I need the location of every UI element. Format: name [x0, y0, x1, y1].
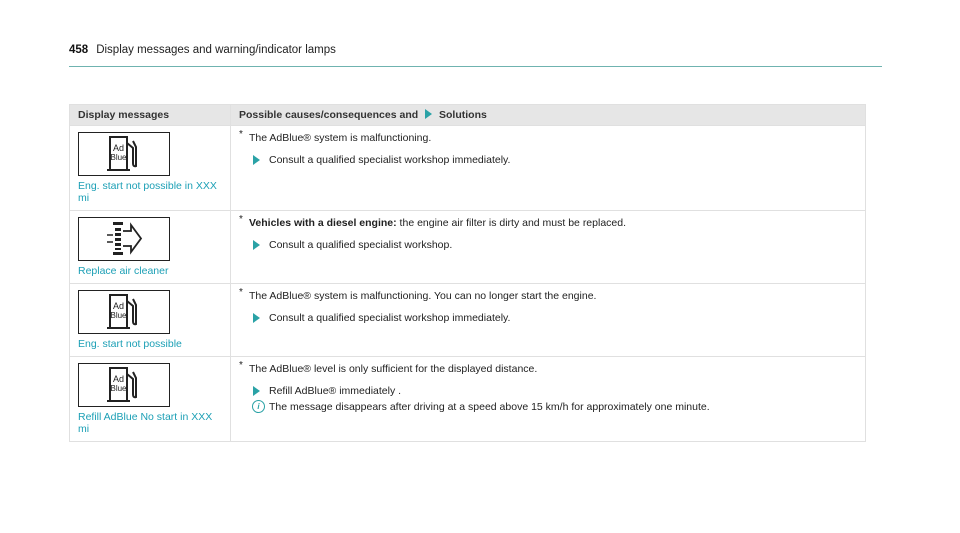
asterisk-icon: * [239, 214, 243, 225]
cause-label: The AdBlue® level is only sufficient for the displayed distance. [249, 363, 538, 375]
action-label: Consult a qualified specialist workshop. [269, 239, 453, 251]
action-item [239, 239, 857, 251]
adblue-icon [78, 363, 170, 407]
display-messages-table [69, 104, 866, 442]
svg-text:Ad: Ad [112, 301, 125, 311]
display-message-text: Eng. start not possible [78, 338, 182, 350]
info-icon: i [252, 400, 265, 413]
triangle-arrow-icon [253, 240, 260, 250]
triangle-arrow-icon [425, 109, 432, 119]
asterisk-icon: * [239, 360, 243, 371]
cause-label: The AdBlue® system is malfunctioning. [249, 132, 432, 144]
table-row [70, 211, 866, 284]
triangle-arrow-icon [253, 313, 260, 323]
cause-label: The AdBlue® system is malfunctioning. You can no longer start the engine. [249, 290, 597, 302]
asterisk-icon: * [239, 287, 243, 298]
asterisk-icon: * [239, 129, 243, 140]
display-message-cell [70, 284, 231, 357]
cause-solution-cell [231, 211, 866, 284]
column-header-display-messages: Display messages [70, 105, 231, 126]
cause-text [239, 214, 857, 229]
triangle-arrow-icon [253, 386, 260, 396]
table-row [70, 284, 866, 357]
page-number: 458 [69, 44, 89, 56]
table-row [70, 126, 866, 211]
solutions-header-label: Solutions [439, 109, 487, 121]
column-header-causes-solutions [231, 105, 866, 126]
info-note [239, 401, 857, 413]
svg-text:Blue: Blue [110, 384, 127, 393]
table-header-row [70, 105, 866, 126]
cause-solution-cell [231, 284, 866, 357]
page-header [69, 44, 882, 67]
svg-text:Blue: Blue [110, 311, 127, 320]
display-message-cell [70, 357, 231, 442]
action-label: Refill AdBlue® immediately . [269, 385, 402, 397]
cause-bold-label: Vehicles with a diesel engine: [249, 217, 397, 229]
table-row [70, 357, 866, 442]
action-label: Consult a qualified specialist workshop immediately. [269, 154, 511, 166]
action-label: Consult a qualified specialist workshop immediately. [269, 312, 511, 324]
air-filter-icon [78, 217, 170, 261]
adblue-icon [78, 132, 170, 176]
cause-text [239, 360, 857, 375]
cause-text [239, 129, 857, 144]
cause-label: the engine air filter is dirty and must be replaced. [396, 217, 627, 229]
action-item [239, 312, 857, 324]
cause-solution-cell [231, 126, 866, 211]
display-message-cell [70, 211, 231, 284]
display-message-text: Eng. start not possible in XXX mi [78, 180, 217, 204]
action-item [239, 385, 857, 397]
display-message-text: Replace air cleaner [78, 265, 169, 277]
svg-text:Ad: Ad [112, 374, 125, 384]
svg-text:Ad: Ad [112, 143, 125, 153]
adblue-icon [78, 290, 170, 334]
triangle-arrow-icon [253, 155, 260, 165]
display-message-text: Refill AdBlue No start in XXX mi [78, 411, 213, 435]
action-item [239, 154, 857, 166]
svg-text:Blue: Blue [110, 153, 127, 162]
cause-text [239, 287, 857, 302]
note-label: The message disappears after driving at a speed above 15 km/h for approximately one minute. [269, 401, 710, 413]
page-title: Display messages and warning/indicator lamps [96, 44, 336, 56]
display-message-cell [70, 126, 231, 211]
causes-header-label: Possible causes/consequences and [239, 109, 419, 121]
cause-solution-cell [231, 357, 866, 442]
